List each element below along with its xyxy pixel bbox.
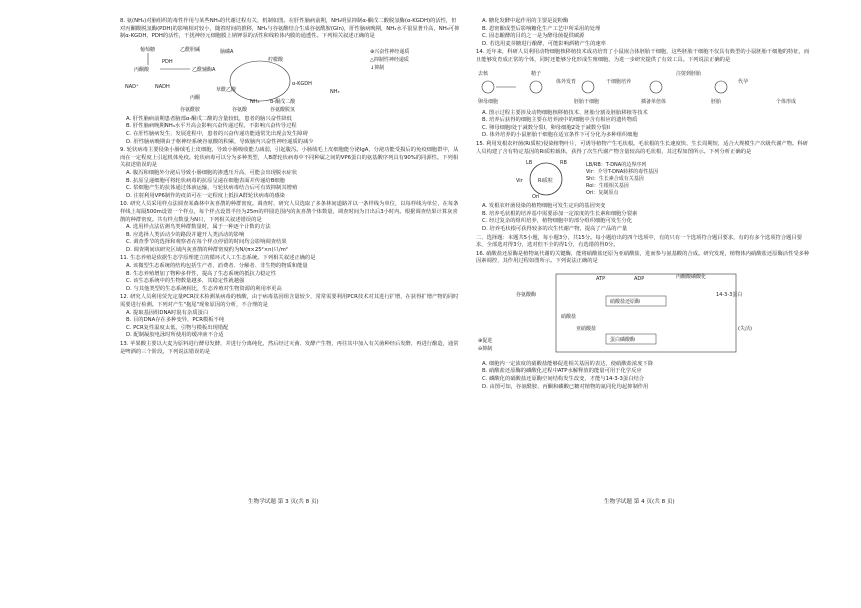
option-d: D. 调查期间该研究区域内灰喜鹊的种群密度约为N/(π×25²×n)只/m² — [126, 246, 288, 253]
fig-label: NH₃ — [330, 88, 340, 95]
left-column — [120, 18, 460, 357]
fig-label: 体外发育 — [556, 78, 577, 85]
fig-label: 注射到胚胎 — [676, 70, 702, 77]
option-b: B. 培养后获得的细胞主要在培养液中的细胞中含有相应的遗传物质 — [482, 117, 638, 124]
option-d: D. 体外培养的小鼠胚胎干细胞在适宜条件下可分化为多种组织细胞 — [482, 132, 638, 139]
fig-label: Ri质粒 — [538, 178, 553, 185]
option-d: D. 若选用麦芽糖进行酿酵，可能影响酒精产生的速率 — [482, 40, 606, 47]
option-b: B. 生态养殖增加了物种多样性，提高了生态系统的抵抗力稳定性 — [126, 270, 277, 277]
fig-label: 乙酰辅酶A — [192, 66, 216, 73]
question-16 — [476, 251, 811, 392]
fig-label: 谷氨酸脱氢 — [270, 106, 296, 113]
option-d: D. 由图可知，谷氨酰胺、丙酮和磷酸已糖对植物的氮同化均起抑制作用 — [482, 383, 649, 390]
section-2-heading: 二、选择题：本题共5小题，每小题3分，共15分。每小题给出的四个选项中，有的只有一个选项符合题目要求，有的有多个选项符合题目要求，全部选对得3分，选对但不全的得1分，有选错的得0分。 — [476, 234, 803, 249]
fig-label: NADH — [155, 83, 170, 90]
fig-label: 丙酮酸 — [134, 66, 150, 73]
q15-plasmid-diagram — [476, 158, 811, 200]
oocyte-1 — [482, 81, 494, 93]
option-b: B. 目的DNA存在多种变异，PCR模板不纯 — [126, 317, 225, 324]
fig-label: 柠檬酸 — [268, 56, 284, 63]
option-d: D. 与其他类型的生态系统相比，生态养殖对生物资源的利用率更高 — [126, 285, 282, 292]
option-a: A. 发根农杆菌侵染的植物细胞可发生定向的基因突变 — [482, 203, 606, 210]
fig-label: Vir — [516, 178, 523, 185]
question-9 — [120, 147, 460, 200]
oocyte-2 — [530, 81, 542, 93]
option-b: B. 肝性脑病晚期NH₃水平升高会影响兴奋传递过程，不影响兴奋传导过程 — [126, 123, 297, 130]
q16-enzyme-diagram — [476, 268, 811, 358]
question-stem: 8. 氨(NH₃)对脑组织的毒性作用与某些NH₃的代谢过程有关，机制如图。在肝性脑病前期，NH₃明显抑制α-酮戊二酸脱氢酶(α-KGDH)的活性，但对丙酮酸脱氢酶(PDH)的影响相对较小，随着时间的推移，NH₃与谷氨酸结合生成谷氨酰胺(Gln)，肝性脑病晚期，NH₃水平很显著升高，NH₃可抑制α-KGDH、PDH的活性，干扰神经元细胞膜上钠钾泵的活性和线粒体内膜的通透性。下列相关叙述正确的是 — [120, 18, 460, 40]
option-d: D. 注射利用VP6制作的疫苗可在一定程度上抵抗A群轮状病毒的感染 — [126, 192, 285, 199]
fig-label: 谷氨酸酶 — [516, 291, 537, 298]
option-b: B. 培养毛状根的培养基中需要添加一定浓度的生长素和细胞分裂素 — [482, 210, 638, 217]
option-c: C. 磷酸化的硝酸盐还原酶空间结构发生改变，才能与14-3-3蛋白结合 — [482, 376, 645, 383]
option-b: B. 硝酸盐还原酶的磷酸化过程中ATP水解释放的能量可用于化学反应 — [482, 368, 642, 375]
fig-label: 草酰乙酸 — [216, 86, 237, 93]
page-footer-right: 生物学试题 第 4 页(共 8 页) — [604, 499, 675, 505]
option-d: D. 配制凝胶电泳时所使用的缓冲液不合适 — [126, 332, 224, 339]
fig-label: NAD⁺ — [125, 83, 139, 90]
fig-label: 蛋白磷酸酶 — [610, 336, 636, 343]
question-8 — [120, 18, 460, 146]
embryo-2 — [715, 81, 727, 93]
question-13-options — [476, 18, 811, 48]
legend-item: ⊕促进 — [478, 337, 493, 344]
fig-label: 插备单倍体 — [641, 98, 667, 105]
fig-label: 14-3-3蛋白 — [716, 291, 743, 298]
q14-process-diagram — [476, 67, 811, 107]
question-11 — [120, 255, 460, 293]
fig-label: 乙酰胆碱 — [180, 46, 201, 53]
question-12 — [120, 294, 460, 340]
right-column — [476, 18, 811, 392]
option-c: C. 固态酿酵的目的之一是为酵母菌提供碳源 — [482, 33, 585, 40]
fig-label: NH₃ — [250, 98, 260, 105]
legend-item: LB/RB：T-DNA的边界序列 — [586, 162, 647, 169]
fig-label: 谷氨酰胺 — [180, 106, 201, 113]
legend-item: Roi：生根相关基因 — [586, 183, 629, 190]
option-c: C. PCR复性温度太低，引物与模板出现错配 — [126, 324, 229, 331]
fig-label: 丙酮 — [190, 94, 201, 101]
option-a: A. 腹泻和细胞外分泌后导致小肠细胞的渗透压升高，可能会出现脱水症状 — [126, 169, 298, 176]
question-13 — [120, 341, 460, 356]
fig-label: PDH — [162, 58, 173, 65]
fig-label: 个体形成 — [776, 98, 797, 105]
fig-label: 硝酸盐还原酶 — [610, 298, 641, 305]
q15-figure — [476, 158, 811, 200]
question-stem: 16. 硝酸盐还原酶是植物氮代谢的关键酶，能将硝酸盐还原为亚硝酸盐，进而参与氨基酸的合成。研究发现，植物体内硝酸盐还原酶活性受多种因素调控，其作用过程如图所示。下列说法正确的是 — [476, 250, 810, 265]
fig-label: 脑磷A — [220, 48, 234, 55]
option-a: A. 肝性脑病前期患者脑部α-酮戊二酸的含量较低，患者的脑兴奋性降低 — [126, 115, 292, 122]
fig-label: 去核 — [478, 70, 489, 77]
fig-label: Ori — [532, 194, 540, 201]
option-b: B. 抗原呈递细胞可将轮状病毒的抗原呈递在细胞表面并传递给B细胞 — [126, 177, 285, 184]
q14-figure — [476, 67, 811, 107]
question-stem: 9. 轮状病毒主要侵染小肠绒毛上皮细胞，导致小肠吸收能力减弱，引起腹泻。小肠绒毛上皮细胞能分泌IgA，分泌功能受损后的免疫细胞群中，从而在一定程度上引起机体免疫。轮状病毒可以分为多种类型，人B群轮状病毒中不同种属之间的VP6蛋白的氨基酸序列具有90%的同源性。下列相关叙述错误的是 — [120, 147, 459, 169]
option-b: B. 恩密酿成型后影响糖化生产工艺中所采用的处理 — [482, 25, 601, 32]
option-d: D. 培养毛状根可获得较多的次生代谢产物，提高了产品的产量 — [482, 225, 628, 232]
fig-label: 卵母细胞 — [478, 98, 499, 105]
legend-item: ⊕兴奋性神经递质 — [370, 48, 410, 55]
embryo — [582, 81, 594, 93]
option-d: D. 肝性脑病晚期由于枢神经系统谷氨酸的积累，导致脑内兴奋性神经递质的减少 — [126, 138, 314, 145]
cell-boundary — [556, 274, 736, 352]
option-a: A. 该微型生态系统的结构包括生产者、消费者、分解者、非生物的物质和能量 — [126, 263, 308, 270]
fig-label: (失活) — [738, 325, 752, 332]
question-stem: 11. 生态养殖是依据生态学原理建立的循环式人工生态系统。下列相关叙述正确的是 — [120, 255, 316, 262]
page-footer-left: 生物学试题 第 3 页(共 8 页) — [248, 499, 319, 505]
fig-label: 代孕 — [738, 78, 749, 85]
tca-cycle — [230, 61, 290, 101]
question-stem: 10. 研究人员采用样点法调查某森林中灰喜鹊的种群密度。调查时，研究人员选取了多条林间道路并以一条样线为单位，以每样线为单位，在每条样线上每隔500m设置一个样点，每个样点设置半径为25m的样圆范围内的灰喜鹊个体数量，调查时间为日出后3小时内。根据调查结果计算灰喜鹊的种群密度。共有样点数量为N只，下列相关叙述错误的是 — [120, 201, 459, 223]
question-14 — [476, 49, 811, 140]
question-stem: 15. 利用发根农杆菌(Ri质粒)侵染植物叶片，可诱导植物产生毛状根。毛状根的生长速度快、生长周期短，适合大规模生产次级代谢产物。科研人员构建了含有特定基因的Ri质粒载体，获得了次生代谢产物含量较高的毛状根，其过程如图所示。下列分析正确的是 — [476, 140, 808, 155]
question-stem: 14. 近年来，科研人员利用动物细胞核移植技术成功培育了小鼠嵌合体胚胎干细胞，这些胚胎干细胞不仅具有典型的小鼠胚胎干细胞的特征，而且能够发育成正常的个体，同时还能够分化形成生殖细胞，为进一步研究提供了有效工具。下列说法正确的是 — [476, 49, 810, 63]
option-c: C. 调查季节的选择和观察者在每个样点停留的时间均会影响调查结果 — [126, 239, 287, 246]
option-c: C. 浆细胞产生的抗体通过体液运输，与轮状病毒结合后可有效抑制其增殖 — [126, 185, 298, 192]
option-a: A. 细胞内一定浓度的硝酸盐能够促进相关基因的表达，使硝酸盐浓度下降 — [482, 360, 654, 367]
question-10 — [120, 201, 460, 254]
option-c: C. 卵母细胞I处于减数分裂I，卵母细胞2处于减数分裂II — [482, 124, 610, 131]
option-c: C. 在肝性脑病发生、发展进程中，患者的兴奋传递功能通常先出现会发生障碍 — [126, 130, 308, 137]
fig-label: 胚胎干细胞 — [574, 98, 600, 105]
option-c: C. 经过复杂的组织培养，植物细胞中的部分组织细胞可发生分化 — [482, 218, 633, 225]
fig-label: 胚胎 — [711, 98, 722, 105]
fig-label: 亚硝酸盐 — [576, 325, 597, 332]
stem-cell — [650, 81, 662, 93]
legend-item: ⊖抑制 — [478, 345, 493, 352]
fig-label: 丙酮酸磷酸化 — [676, 273, 707, 280]
fig-label: RB — [560, 160, 567, 167]
q16-figure — [476, 268, 811, 358]
option-a: A. 提取基因组DNA时混有杂质蛋白 — [126, 309, 209, 316]
option-a: A. 选用样点法估测鸟类种群数量时，属于一种逐个计数的方法 — [126, 224, 271, 231]
question-stem: 12. 研究人员利用荧光定量PCR技术检测某病毒的核酸，由于病毒基因组含量较少，常常需要利用PCR技术对其进行扩增，在获得扩增产物的同时需要进行检测。下列对产生"拖尾"现象原因的分析，不合理的是 — [120, 294, 459, 309]
fig-label: 精子 — [531, 70, 542, 77]
q8-figure — [120, 43, 460, 113]
fig-label: 硝酸盐 — [561, 313, 577, 320]
legend-item: Vir：介导T-DNA转移的毒性基因 — [586, 169, 659, 176]
fig-label: 葡萄糖 — [140, 46, 156, 53]
option-a: A. 图示过程主要涉及动物细胞核移植技术、胚胎分割及胚胎移植等技术 — [482, 109, 648, 116]
fig-label: 干细胞培养 — [606, 78, 632, 85]
legend-item: △抑制性神经递质 — [370, 56, 409, 63]
option-c: C. 该生态系统中的生物数量越多，其稳定性就越强 — [126, 278, 245, 285]
fig-label: LB — [526, 160, 533, 167]
question-15 — [476, 141, 811, 234]
legend-item: Ori：复制原点 — [586, 190, 619, 197]
q8-metabolism-diagram — [120, 43, 460, 113]
option-b: B. 应选择人类活动少的路段并避开人类活动的影响 — [126, 231, 245, 238]
legend-item: ↓抑制 — [370, 64, 385, 71]
fig-label: ADP — [634, 275, 645, 282]
fig-label: ATP — [596, 275, 606, 282]
legend-item: Shi：生长素合成有关基因 — [586, 176, 644, 183]
option-a: A. 糖化发酵中起作用的主要是淀粉酶 — [482, 18, 569, 24]
fig-label: α-酮戊二酸 — [270, 98, 296, 105]
question-stem: 13. 苹果酸主要以大麦为原料进行酵母发酵，并进行分离纯化，然后经过灭菌、发酵产生物，再往其中加入有关菌种经后发酵，再进行酿造，通常是啤酒的三个阶段。下列说法错误的是 — [120, 341, 459, 355]
fig-label: 谷氨酸 — [232, 106, 248, 113]
fig-label: α-KGDH — [292, 80, 312, 87]
